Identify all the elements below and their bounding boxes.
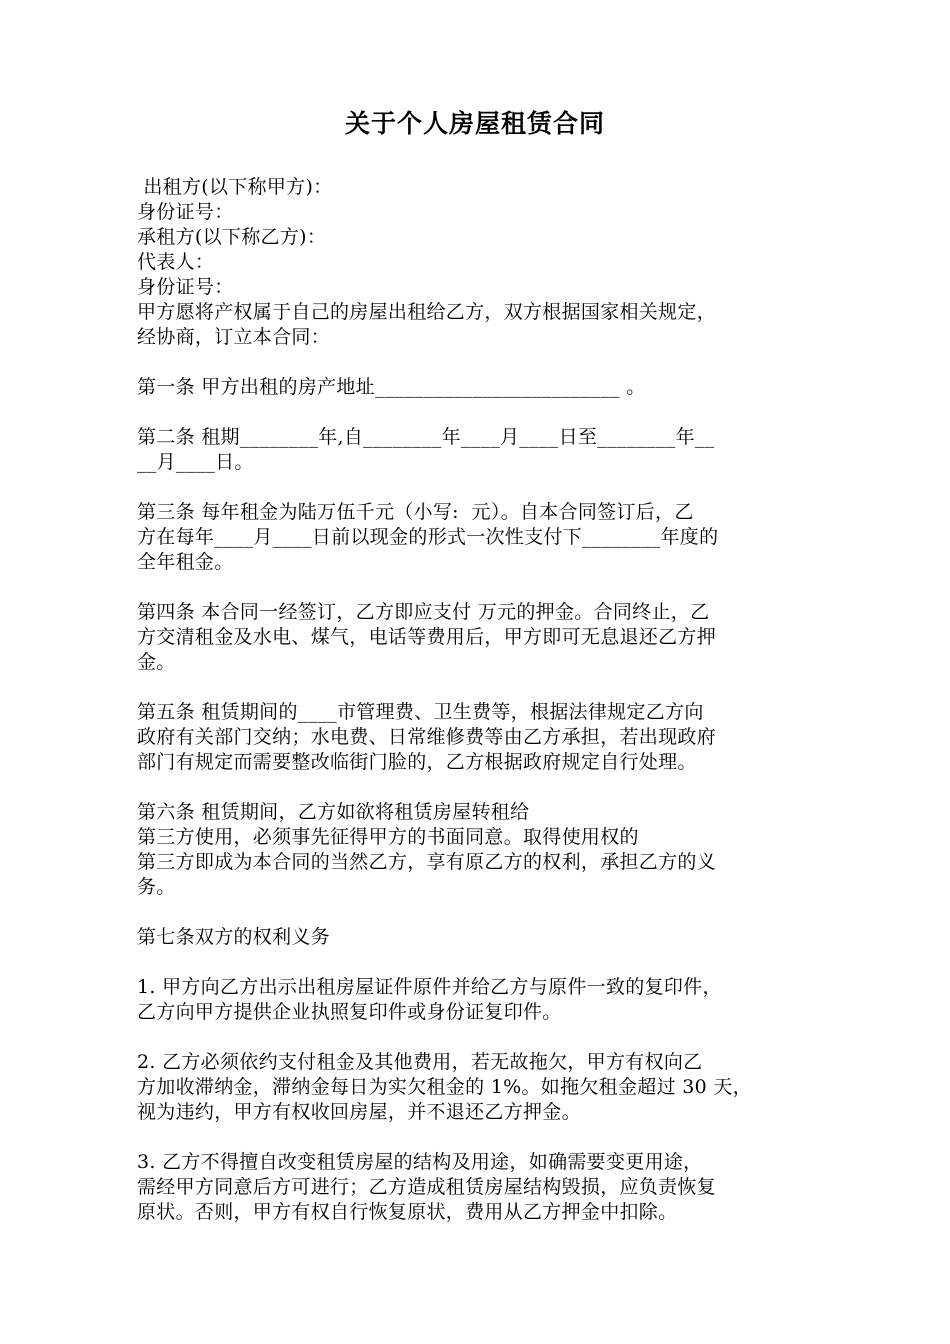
text-line: 第三条 每年租金为陆万伍千元（小写: 元）。自本合同签订后，乙 bbox=[137, 501, 694, 523]
text-line: 代表人： bbox=[137, 251, 215, 273]
text-line: 乙方向甲方提供企业执照复印件或身份证复印件。 bbox=[137, 1001, 562, 1023]
text-line: 第一条 甲方出租的房产地址_________________________ 。 bbox=[137, 376, 646, 398]
text-line: 承租方(以下称乙方)： bbox=[137, 226, 327, 248]
text-line: 身份证号： bbox=[137, 201, 234, 223]
text-line: 2. 乙方必须依约支付租金及其他费用，若无故拖欠，甲方有权向乙 bbox=[137, 1051, 703, 1073]
text-line: 第七条双方的权利义务 bbox=[137, 926, 331, 948]
blank-line bbox=[137, 475, 827, 500]
text-line: 第四条 本合同一经签订，乙方即应支付 万元的押金。合同终止，乙 bbox=[137, 601, 710, 623]
text-line: 身份证号： bbox=[137, 276, 234, 298]
blank-line bbox=[137, 900, 827, 925]
text-line: 方加收滞纳金，滞纳金每日为实欠租金的 1%。如拖欠租金超过 30 天， bbox=[137, 1076, 752, 1098]
text-line: 部门有规定而需要整改临街门脸的，乙方根据政府规定自行处理。 bbox=[137, 751, 697, 773]
text-line: 金。 bbox=[137, 651, 176, 673]
text-line: 第六条 租赁期间，乙方如欲将租赁房屋转租给 bbox=[137, 801, 530, 823]
text-line: 甲方愿将产权属于自己的房屋出租给乙方，双方根据国家相关规定， bbox=[137, 301, 717, 323]
text-line: 出租方(以下称甲方)： bbox=[137, 176, 333, 198]
blank-line bbox=[137, 350, 827, 375]
blank-line bbox=[137, 950, 827, 975]
text-line: 第三方即成为本合同的当然乙方，享有原乙方的权利，承担乙方的义 bbox=[137, 851, 717, 873]
text-line: 第三方使用，必须事先征得甲方的书面同意。取得使用权的 bbox=[137, 826, 639, 848]
blank-line bbox=[137, 775, 827, 800]
text-line: 方交清租金及水电、煤气，电话等费用后，甲方即可无息退还乙方押 bbox=[137, 626, 717, 648]
text-line: 全年租金。 bbox=[137, 551, 234, 573]
blank-line bbox=[137, 675, 827, 700]
text-line: 视为违约，甲方有权收回房屋，并不退还乙方押金。 bbox=[137, 1101, 581, 1123]
text-line: 政府有关部门交纳；水电费、日常维修费等由乙方承担，若出现政府 bbox=[137, 726, 717, 748]
text-line: 3. 乙方不得擅自改变租赁房屋的结构及用途，如确需要变更用途， bbox=[137, 1151, 703, 1173]
document-body bbox=[137, 175, 827, 1225]
text-line: 需经甲方同意后方可进行；乙方造成租赁房屋结构毁损，应负责恢复 bbox=[137, 1176, 717, 1198]
text-line: 方在每年____月____日前以现金的形式一次性支付下________年度的 bbox=[137, 526, 719, 548]
blank-line bbox=[137, 575, 827, 600]
blank-line bbox=[137, 1025, 827, 1050]
text-line: 第二条 租期________年,自________年____月____日至________年__ bbox=[137, 426, 715, 448]
blank-line bbox=[137, 400, 827, 425]
text-line: 1. 甲方向乙方出示出租房屋证件原件并给乙方与原件一致的复印件， bbox=[137, 976, 722, 998]
text-line: 第五条 租赁期间的____市管理费、卫生费等，根据法律规定乙方向 bbox=[137, 701, 704, 723]
text-line: 务。 bbox=[137, 876, 176, 898]
blank-line bbox=[137, 1125, 827, 1150]
text-line: 原状。否则，甲方有权自行恢复原状，费用从乙方押金中扣除。 bbox=[137, 1201, 678, 1223]
text-line: 经协商，订立本合同： bbox=[137, 326, 331, 348]
document-title: 关于个人房屋租赁合同 bbox=[344, 109, 605, 138]
text-line: __月____日。 bbox=[137, 451, 254, 473]
